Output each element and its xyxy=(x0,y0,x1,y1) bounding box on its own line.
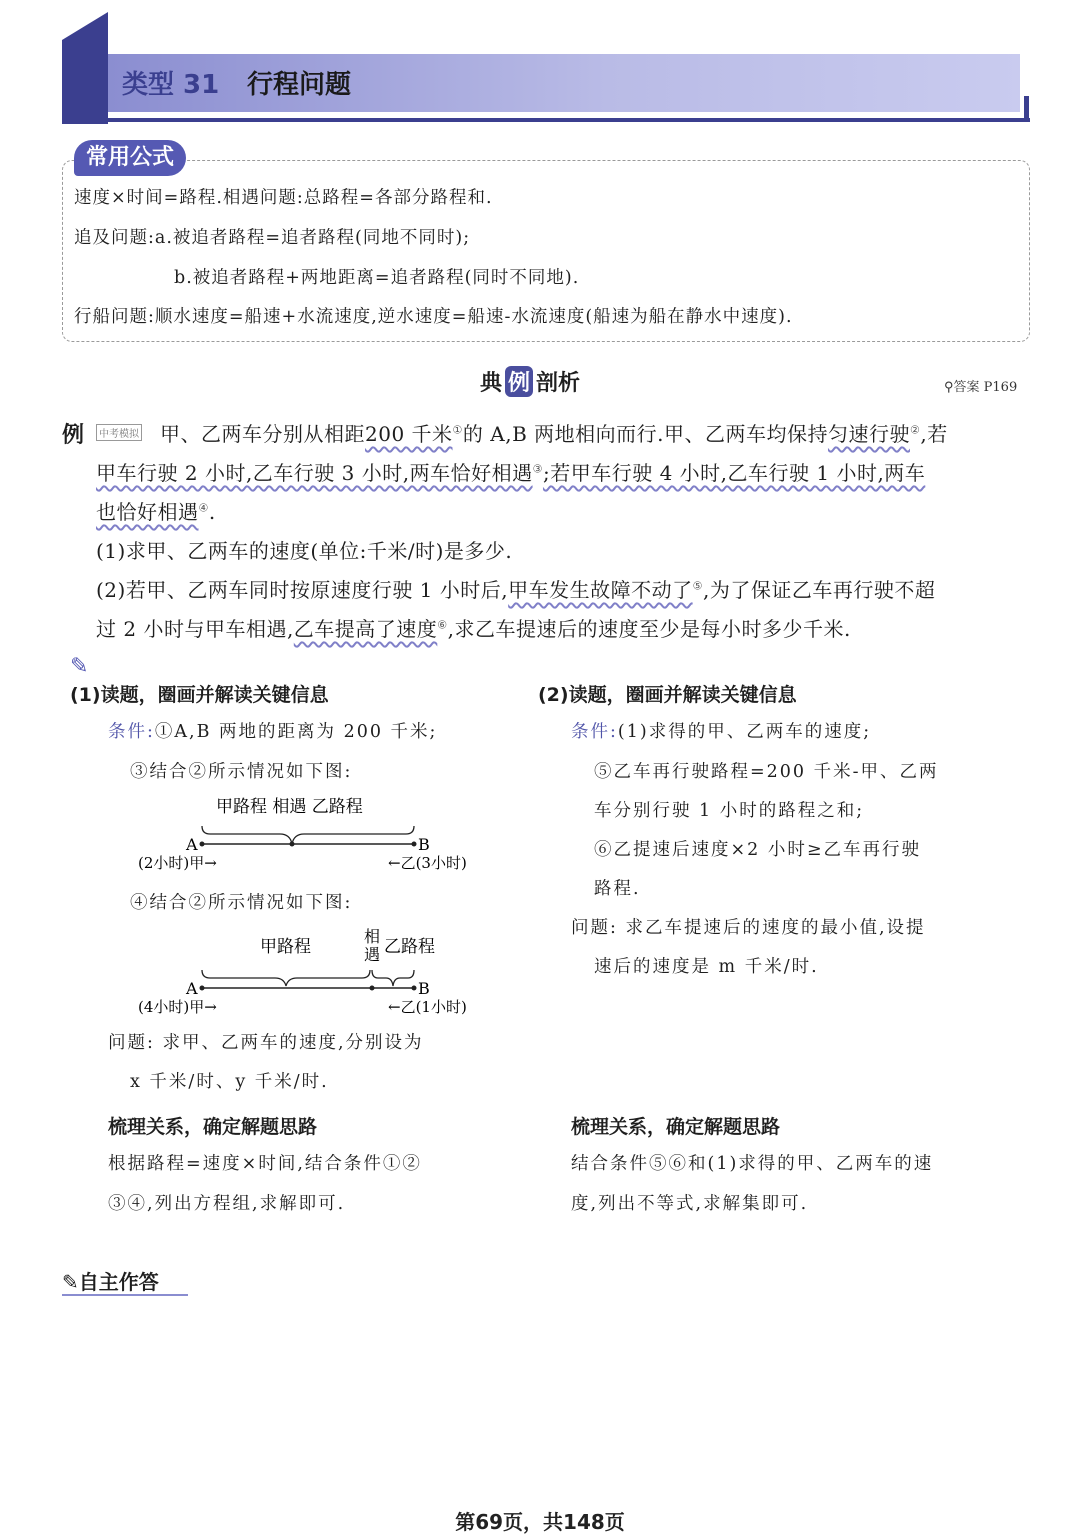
answer-reference: ⚲答案 P169 xyxy=(944,380,1018,395)
diagram-2 xyxy=(120,924,510,1019)
left-condition-2: ③结合②所示情况如下图: xyxy=(130,762,353,782)
left-question-1: 问题: 求甲、乙两车的速度,分别设为 xyxy=(108,1033,424,1053)
diagram-2-right-label: ←乙(1小时) xyxy=(388,998,467,1016)
diagram-2-point-meet xyxy=(370,986,375,991)
right-condition-3: 车分别行驶 1 小时的路程之和; xyxy=(594,801,865,821)
diagram-1-top-label: 甲路程 相遇 乙路程 xyxy=(216,797,363,817)
self-answer-underline xyxy=(62,1294,188,1296)
right-heading-2: 梳理关系，确定解题思路 xyxy=(571,1116,781,1138)
right-condition-1: 条件:(1)求得的甲、乙两车的速度; xyxy=(571,722,872,742)
paperclip-icon: ✎ xyxy=(70,654,89,679)
right-question-1: 问题: 求乙车提速后的速度的最小值,设提 xyxy=(571,918,926,938)
diagram-1-right-label: ←乙(3小时) xyxy=(388,854,467,872)
left-reason-1: 根据路程=速度×时间,结合条件①② xyxy=(108,1154,422,1174)
type-label: 类型 31 xyxy=(122,70,220,100)
diagram-2-a: A xyxy=(186,979,198,998)
right-condition-4: ⑥乙提速后速度×2 小时≥乙车再行驶 xyxy=(594,840,922,860)
question-2-line-2: 过 2 小时与甲车相遇,乙车提高了速度⑥,求乙车提速后的速度至少是每小时多少千米. xyxy=(96,617,851,641)
diagram-1-a: A xyxy=(186,835,198,854)
diagram-2-point-b xyxy=(412,986,417,991)
left-heading-2: 梳理关系，确定解题思路 xyxy=(108,1116,318,1138)
diagram-2-b: B xyxy=(418,979,430,998)
diagram-1 xyxy=(120,790,510,880)
left-reason-2: ③④,列出方程组,求解即可. xyxy=(108,1194,346,1214)
right-condition-2: ⑤乙车再行驶路程=200 千米-甲、乙两 xyxy=(594,762,939,782)
question-1: (1)求甲、乙两车的速度(单位:千米/时)是多少. xyxy=(96,539,513,563)
header-band xyxy=(100,54,1020,112)
header-corner xyxy=(1024,96,1029,122)
diagram-2-point-a xyxy=(200,986,205,991)
formula-line-1: 速度×时间=路程.相遇问题:总路程=各部分路程和. xyxy=(74,188,493,208)
diagram-1-brace xyxy=(202,826,414,844)
example-label: 例 xyxy=(62,423,85,448)
diagram-2-meet-1: 相 xyxy=(364,927,381,946)
formula-badge: 常用公式 xyxy=(74,140,186,176)
formula-line-3: b.被追者路程+两地距离=追者路程(同时不同地). xyxy=(174,268,580,288)
diagram-1-point-a xyxy=(200,842,205,847)
header-tab xyxy=(62,12,108,124)
diagram-2-brace-yi xyxy=(372,970,414,986)
diagram-1-b: B xyxy=(418,835,430,854)
page-title: 行程问题 xyxy=(247,70,352,100)
diagram-2-left-label: (4小时)甲→ xyxy=(138,998,217,1016)
right-reason-2: 度,列出不等式,求解集即可. xyxy=(571,1194,809,1214)
section-title: 典 例 剖析 xyxy=(480,366,580,397)
right-condition-5: 路程. xyxy=(594,879,641,899)
right-heading: (2)读题，圈画并解读关键信息 xyxy=(538,684,797,706)
right-reason-1: 结合条件⑤⑥和(1)求得的甲、乙两车的速 xyxy=(571,1154,934,1174)
header-underline xyxy=(62,118,1030,122)
left-question-2: x 千米/时、y 千米/时. xyxy=(130,1072,329,1092)
left-condition-3: ④结合②所示情况如下图: xyxy=(130,893,353,913)
diagram-1-point-meet xyxy=(290,842,295,847)
magnifier-icon: ⚲ xyxy=(944,380,954,395)
diagram-1-point-b xyxy=(412,842,417,847)
diagram-2-meet-2: 遇 xyxy=(364,945,381,964)
formula-line-2: 追及问题:a.被追者路程=追者路程(同地不同时); xyxy=(74,228,471,248)
source-tag: 中考模拟 xyxy=(96,424,142,441)
diagram-2-jia: 甲路程 xyxy=(260,937,311,957)
problem-line-1: 甲、乙两车分别从相距200 千米①的 A,B 两地相向而行.甲、乙两车均保持匀速行驶②,若 xyxy=(160,422,948,446)
page-footer: 第69页，共148页 xyxy=(455,1510,625,1534)
problem-line-2: 甲车行驶 2 小时,乙车行驶 3 小时,两车恰好相遇③;若甲车行驶 4 小时,乙车行驶 1 小时,两车 xyxy=(96,461,926,485)
question-2-line-1: (2)若甲、乙两车同时按原速度行驶 1 小时后,甲车发生故障不动了⑤,为了保证乙车再行驶不超 xyxy=(96,578,936,602)
diagram-1-left-label: (2小时)甲→ xyxy=(138,854,217,872)
left-heading: (1)读题，圈画并解读关键信息 xyxy=(70,684,329,706)
diagram-2-yi: 乙路程 xyxy=(384,937,435,957)
left-condition-1: 条件:①A,B 两地的距离为 200 千米; xyxy=(108,722,438,742)
diagram-2-brace-jia xyxy=(202,970,370,986)
self-answer-heading: ✎自主作答 xyxy=(62,1270,159,1294)
problem-line-3: 也恰好相遇④. xyxy=(96,500,216,524)
pencil-icon: ✎ xyxy=(62,1270,79,1294)
right-question-2: 速后的速度是 m 千米/时. xyxy=(594,957,819,977)
formula-line-4: 行船问题:顺水速度=船速+水流速度,逆水速度=船速-水流速度(船速为船在静水中速度). xyxy=(74,307,793,327)
